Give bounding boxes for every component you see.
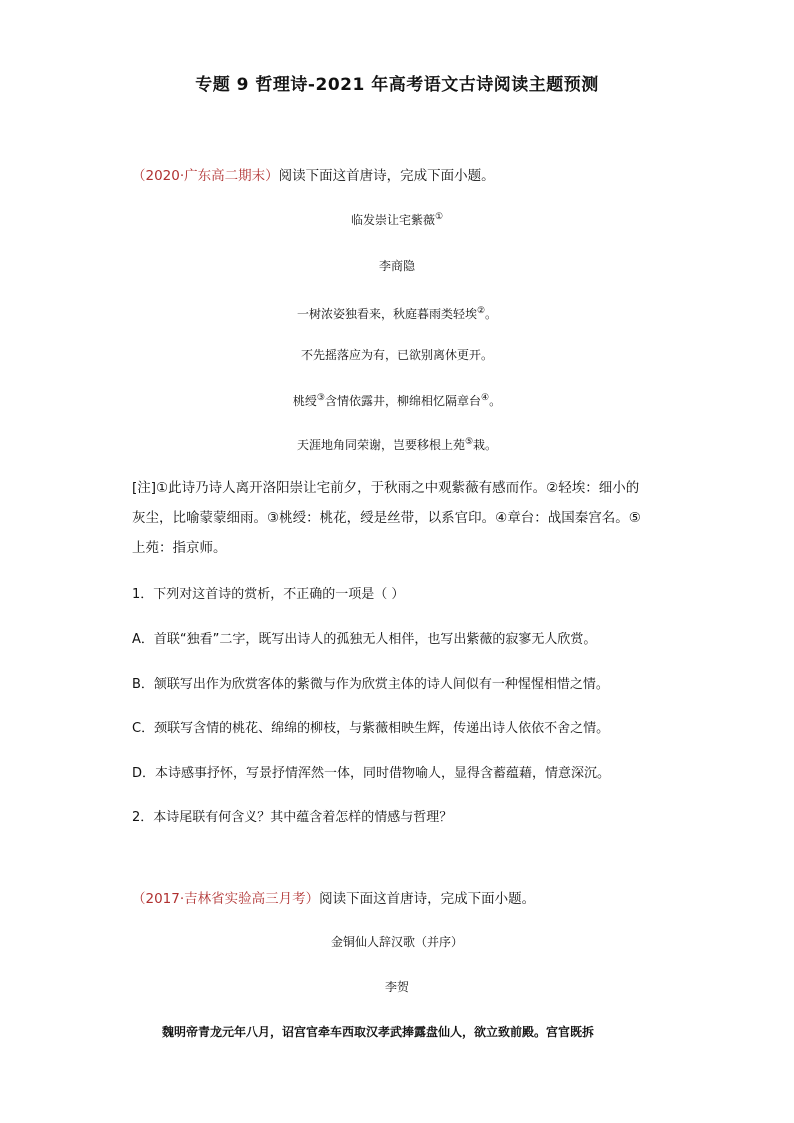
- poem1-note-line: [注]①此诗乃诗人离开洛阳崇让宅前夕，于秋雨之中观紫薇有感而作。②轻埃：细小的: [132, 480, 640, 496]
- poem1-title-text: 临发崇让宅紫薇: [350, 213, 435, 227]
- poem1-line-3-text-b: 含情依露井，柳绵相忆隔章台: [324, 394, 481, 408]
- poem2-author: 李贺: [384, 980, 409, 994]
- option-d: D．本诗感事抒怀，写景抒情浑然一体，同时借物喻人，显得含蓄蕴藉，情意深沉。: [132, 766, 611, 781]
- poem1-line-4-note-mark: ⑤: [464, 437, 474, 447]
- poem1-title: [0, 208, 794, 229]
- poem1-line-1: [0, 302, 794, 323]
- poem1-line-3-end: 。: [489, 394, 502, 408]
- poem1-line-3-note-mark-a: ③: [316, 393, 325, 403]
- poem1-title-note-mark: ①: [434, 212, 444, 222]
- poem1-line-4: [0, 433, 794, 454]
- section2-intro: [132, 889, 535, 909]
- poem1-line-3-text-a: 桃绶: [292, 394, 317, 408]
- section1-instruction: 阅读下面这首唐诗，完成下面小题。: [278, 168, 495, 184]
- poem1-line-2-text: 不先摇落应为有，已欲别离休更开。: [300, 348, 493, 362]
- poem1-line-1-note-mark: ②: [476, 306, 486, 316]
- poem1-author: 李商隐: [378, 259, 415, 273]
- poem1-note-line: 灰尘，比喻蒙蒙细雨。③桃绶：桃花，绶是丝带，以系官印。④章台：战国秦宫名。⑤: [132, 510, 641, 526]
- poem2-preface: 魏明帝青龙元年八月，诏宫官牵车西取汉孝武捧露盘仙人，欲立致前殿。宫官既拆: [162, 1025, 595, 1039]
- option-a: A．首联“独看”二字，既写出诗人的孤独无人相伴，也写出紫薇的寂寥无人欣赏。: [132, 632, 597, 647]
- page-title: 专题 9 哲理诗-2021 年高考语文古诗阅读主题预测: [195, 75, 599, 95]
- poem1-notes: [132, 473, 672, 563]
- option-b: B．颔联写出作为欣赏客体的紫微与作为欣赏主体的诗人间似有一种惺惺相惜之情。: [132, 677, 609, 692]
- poem1-line-1-text: 一树浓姿独看来，秋庭暮雨类轻埃: [296, 307, 477, 321]
- section1-intro: [132, 166, 495, 186]
- poem1-line-1-end: 。: [485, 307, 498, 321]
- poem1-line-4-text: 天涯地角同荣谢，岂要移根上苑: [296, 438, 465, 452]
- section2-source: （2017·吉林省实验高三月考）: [132, 891, 320, 907]
- poem1-line-4-end: 栽。: [473, 438, 498, 452]
- poem1-note-line: 上苑：指京师。: [132, 540, 227, 556]
- question-2: 2．本诗尾联有何含义？其中蕴含着怎样的情感与哲理？: [132, 810, 453, 825]
- section1-source: （2020·广东高二期末）: [132, 168, 279, 184]
- option-c: C．颈联写含情的桃花、绵绵的柳枝，与紫薇相映生辉，传递出诗人依依不舍之情。: [132, 721, 610, 736]
- poem2-title: 金铜仙人辞汉歌（并序）: [330, 935, 463, 949]
- poem1-line-3: [0, 389, 794, 410]
- poem1-line-3-note-mark-b: ④: [481, 393, 490, 403]
- section2-instruction: 阅读下面这首唐诗，完成下面小题。: [319, 891, 536, 907]
- question-1: 1．下列对这首诗的赏析，不正确的一项是（ ）: [132, 587, 405, 602]
- poem1-line-2: [0, 346, 794, 364]
